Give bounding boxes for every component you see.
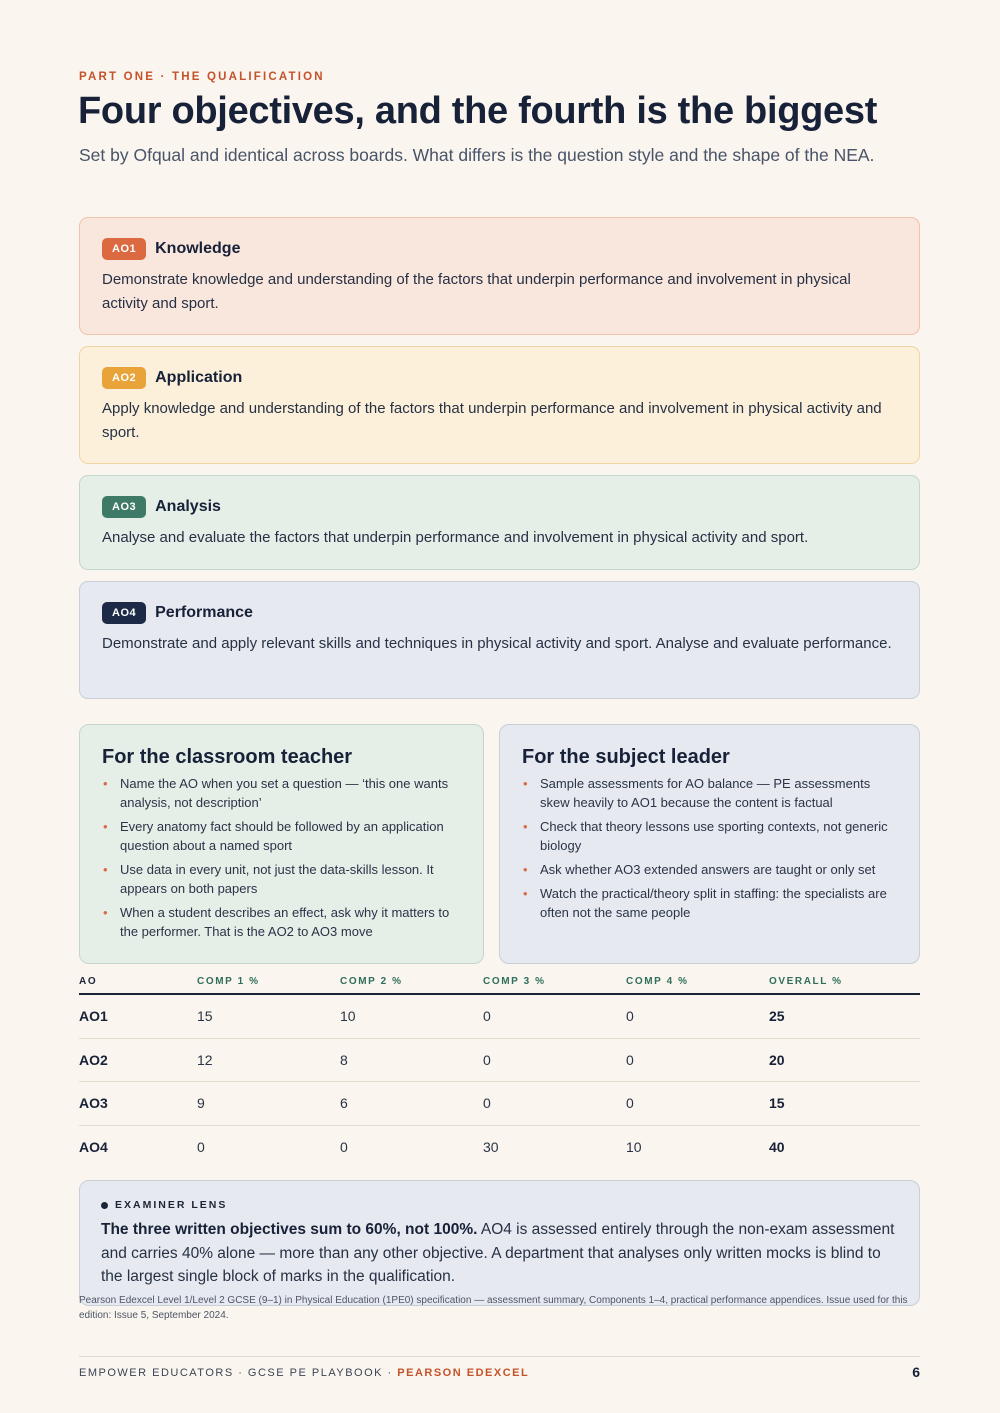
- callout-lead: The three written objectives sum to 60%, not 100%.: [101, 1221, 478, 1238]
- ao-badge: AO2: [102, 367, 146, 389]
- list-item: [522, 884, 897, 922]
- teacher-list: [102, 774, 461, 941]
- objective-name: Application: [155, 369, 243, 386]
- objective-name: Performance: [155, 604, 253, 621]
- footer-text: EMPOWER EDUCATORS · GCSE PE PLAYBOOK ·: [79, 1367, 398, 1379]
- table-cell: 0: [197, 1138, 205, 1155]
- bullet-icon: •: [523, 886, 528, 901]
- list-item-text: Name the AO when you set a question — ‘this one wants analysis, not description’: [120, 776, 449, 810]
- ao-badge: AO3: [102, 496, 146, 518]
- table-cell: AO1: [79, 1008, 108, 1024]
- table-cell: 12: [197, 1051, 213, 1068]
- list-item: [522, 774, 897, 812]
- weighting-table: [79, 973, 920, 1169]
- column-header: AO: [79, 976, 98, 987]
- objective-card-ao4: [79, 581, 920, 699]
- page-subtitle: Set by Ofqual and identical across boards. What differs is the question style and the shape of the NEA.: [79, 145, 875, 165]
- table-cell: 10: [626, 1138, 642, 1155]
- table-cell: 0: [626, 1095, 634, 1111]
- objective-description: Demonstrate knowledge and understanding of the factors that underpin performance and involvement in physical activity and sport.: [102, 271, 851, 312]
- ao-badge: AO1: [102, 238, 146, 260]
- callout-body: AO4 is assessed entirely through the non-exam assessment and carries 40% alone — more than any other objective. A department that analyses only written mocks is blind to the largest single block of marks in the qualification.: [101, 1221, 895, 1285]
- bullet-icon: •: [523, 862, 528, 877]
- list-item-text: Ask whether AO3 extended answers are taught or only set: [540, 862, 876, 877]
- objective-card-ao3: [79, 475, 920, 570]
- bullet-icon: •: [103, 776, 108, 791]
- ao-badge: AO4: [102, 602, 146, 624]
- footer-divider: [79, 1356, 920, 1357]
- panel-title: For the classroom teacher: [102, 746, 353, 768]
- list-item-text: Every anatomy fact should be followed by an application question about a named sport: [120, 819, 444, 853]
- objective-card-ao1: [79, 217, 920, 335]
- objective-description: Analyse and evaluate the factors that underpin performance and involvement in physical activity and sport.: [102, 529, 809, 546]
- table-cell-total: 20: [769, 1051, 785, 1068]
- leader-panel: [499, 724, 920, 964]
- table-row: [79, 1126, 920, 1170]
- table-cell-total: 40: [769, 1138, 785, 1155]
- table-row: [79, 1082, 920, 1126]
- table-row: [79, 1039, 920, 1083]
- section-eyebrow: PART ONE · THE QUALIFICATION: [79, 71, 325, 83]
- bullet-icon: •: [103, 819, 108, 834]
- bullet-icon: •: [523, 819, 528, 834]
- list-item-text: Check that theory lessons use sporting contexts, not generic biology: [540, 819, 888, 853]
- dot-icon: [101, 1202, 108, 1209]
- table-cell: 0: [626, 1051, 634, 1068]
- examiner-lens-callout: [79, 1180, 920, 1306]
- page-title: Four objectives, and the fourth is the biggest: [78, 90, 878, 132]
- table-cell: 0: [483, 1095, 491, 1111]
- column-header: COMP 2 %: [340, 976, 403, 987]
- list-item: [102, 860, 461, 898]
- list-item-text: Use data in every unit, not just the data-skills lesson. It appears on both papers: [120, 862, 434, 896]
- table-cell: 0: [483, 1051, 491, 1068]
- table-cell: 0: [483, 1008, 491, 1024]
- list-item: [522, 860, 897, 879]
- objective-name: Analysis: [155, 498, 221, 515]
- list-item: [102, 817, 461, 855]
- panel-title: For the subject leader: [522, 746, 730, 768]
- callout-label-text: EXAMINER LENS: [115, 1199, 228, 1211]
- table-header: [79, 973, 920, 995]
- table-row: [79, 995, 920, 1039]
- table-cell: 30: [483, 1138, 499, 1155]
- column-header: OVERALL %: [769, 976, 843, 987]
- table-cell-total: 25: [769, 1008, 785, 1024]
- list-item-text: Sample assessments for AO balance — PE assessments skew heavily to AO1 because the content is factual: [540, 776, 871, 810]
- column-header: COMP 3 %: [483, 976, 546, 987]
- objective-description: Demonstrate and apply relevant skills and techniques in physical activity and sport. Analyse and evaluate performance.: [102, 635, 892, 652]
- objective-card-ao2: [79, 346, 920, 464]
- list-item: [102, 774, 461, 812]
- footer-credit: [79, 1367, 529, 1379]
- page-number: 6: [912, 1364, 920, 1380]
- list-item-text: When a student describes an effect, ask why it matters to the performer. That is the AO2 to AO3 move: [120, 905, 450, 939]
- list-item: [102, 903, 461, 941]
- teacher-panel: [79, 724, 484, 964]
- column-header: COMP 1 %: [197, 976, 260, 987]
- callout-label: [101, 1199, 898, 1211]
- table-cell: 15: [197, 1008, 213, 1024]
- bullet-icon: •: [103, 905, 108, 920]
- table-cell: 6: [340, 1095, 348, 1111]
- objective-name: Knowledge: [155, 240, 241, 257]
- callout-text: [101, 1218, 898, 1289]
- list-item-text: Watch the practical/theory split in staffing: the specialists are often not the same people: [540, 886, 887, 920]
- list-item: [522, 817, 897, 855]
- source-note: Pearson Edexcel Level 1/Level 2 GCSE (9–1) in Physical Education (1PE0) specification — assessment summary, Components 1–4, practical performance appendices. Issue used for this edition: Issue 5, September 2024.: [79, 1295, 908, 1321]
- table-cell: 10: [340, 1008, 356, 1024]
- table-cell: AO3: [79, 1095, 108, 1111]
- objective-description: Apply knowledge and understanding of the factors that underpin performance and involvement in physical activity and sport.: [102, 400, 882, 441]
- table-cell: 0: [340, 1138, 348, 1155]
- bullet-icon: •: [523, 776, 528, 791]
- table-cell: 8: [340, 1051, 348, 1068]
- table-cell: AO4: [79, 1138, 108, 1155]
- leader-list: [522, 774, 897, 922]
- bullet-icon: •: [103, 862, 108, 877]
- table-cell: AO2: [79, 1051, 108, 1068]
- footer-board: PEARSON EDEXCEL: [397, 1367, 530, 1379]
- table-cell-total: 15: [769, 1095, 785, 1111]
- table-cell: 9: [197, 1095, 205, 1111]
- table-cell: 0: [626, 1008, 634, 1024]
- column-header: COMP 4 %: [626, 976, 689, 987]
